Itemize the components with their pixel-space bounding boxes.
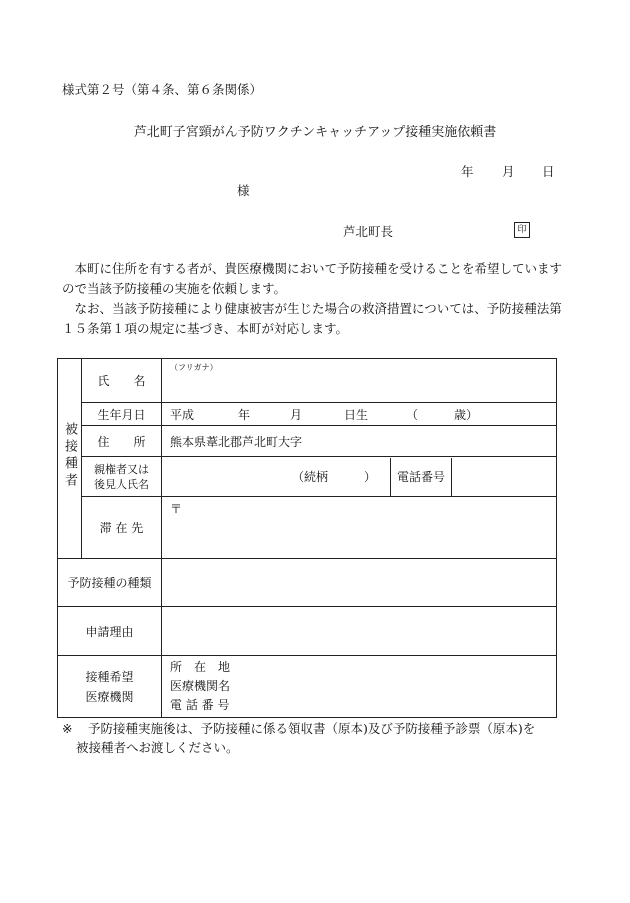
clinic-field[interactable] xyxy=(162,656,557,718)
postal-mark: 〒 xyxy=(170,502,183,516)
name-field[interactable] xyxy=(162,359,557,403)
furigana-note: （フリガナ） xyxy=(170,363,218,372)
stay-location-field[interactable] xyxy=(162,497,557,559)
note-mark: ※ xyxy=(62,721,73,736)
guardian-label-line2: 後見人氏名 xyxy=(94,477,149,491)
birth-year-label: 年 xyxy=(238,407,251,422)
addressee-suffix: 様 xyxy=(237,183,250,198)
age-close-label: 歳） xyxy=(454,407,479,422)
birthdate-label: 生年月日 xyxy=(82,403,162,426)
clinic-label-line1: 接種希望 xyxy=(85,669,134,684)
reason-label: 申請理由 xyxy=(58,607,162,656)
note-line-1: 予防接種実施後は、予防接種に係る領収書（原本)及び予防接種予診票（原本)を xyxy=(88,721,536,736)
address-label: 住 所 xyxy=(82,426,162,457)
recipient-group-text: 被接種者 xyxy=(62,421,77,490)
phone-label: 電話番号 xyxy=(390,458,451,496)
date-year-label: 年 xyxy=(461,164,474,179)
body-paragraph-2: なお、当該予防接種により健康被害が生じた場合の救済措置については、予防接種法第１５条第１項の規定に基づき、本町が対応します。 xyxy=(62,301,562,336)
guardian-label xyxy=(82,457,162,497)
footer-note xyxy=(62,719,582,757)
birth-day-label: 日生 xyxy=(344,407,369,422)
era-label: 平成 xyxy=(170,407,195,422)
seal-mark: 印 xyxy=(514,222,530,238)
name-label: 氏 名 xyxy=(82,359,162,403)
clinic-label-line2: 医療機関 xyxy=(85,689,134,704)
document-title: 芦北町子宮頸がん予防ワクチンキャッチアップ接種実施依頼書 xyxy=(133,125,497,140)
recipient-group-label xyxy=(58,359,82,559)
date-day-label: 日 xyxy=(542,164,555,179)
guardian-label-line1: 親権者又は xyxy=(94,462,149,476)
date-month-label: 月 xyxy=(502,164,515,179)
vaccine-type-label: 予防接種の種類 xyxy=(58,559,162,607)
body-paragraph-1: 本町に住所を有する者が、貴医療機関において予防接種を受けることを希望していますので当該予防接種の実施を依頼します。 xyxy=(62,261,563,296)
reason-field[interactable] xyxy=(162,607,557,656)
relation-label: （続柄 ） xyxy=(291,469,376,484)
address-field[interactable]: 熊本県葦北郡芦北町大字 xyxy=(162,426,557,457)
birth-month-label: 月 xyxy=(290,407,303,422)
issuer-name: 芦北町長 xyxy=(343,224,394,239)
phone-field[interactable] xyxy=(451,458,556,496)
request-body xyxy=(62,259,572,339)
clinic-phone-label: 電 話 番 号 xyxy=(170,698,230,712)
guardian-field xyxy=(162,457,557,497)
form-number: 様式第２号（第４条、第６条関係） xyxy=(62,82,263,97)
vaccine-type-field[interactable] xyxy=(162,559,557,607)
clinic-location-label: 所 在 地 xyxy=(170,660,231,674)
age-open-label: （ xyxy=(406,407,419,422)
note-line-2: 被接種者へお渡しください。 xyxy=(76,740,239,755)
clinic-label xyxy=(58,656,162,718)
recipient-form-table xyxy=(57,358,557,718)
birthdate-field[interactable] xyxy=(162,403,557,426)
stay-location-label: 滞 在 先 xyxy=(82,497,162,559)
clinic-name-label: 医療機関名 xyxy=(170,679,231,693)
